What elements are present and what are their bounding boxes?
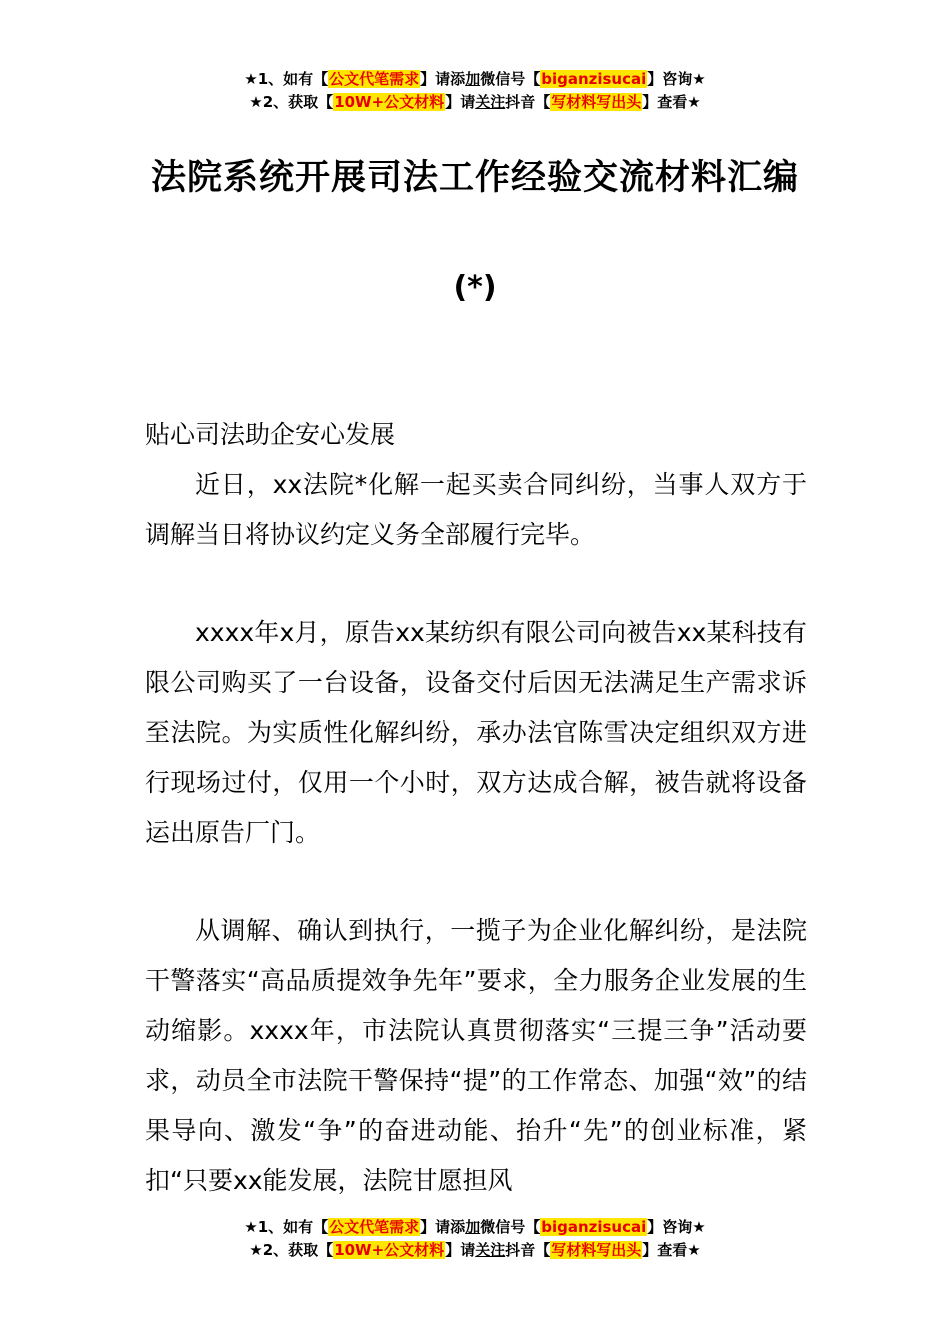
banner-text: 】请	[445, 93, 476, 111]
banner-text: 】请添	[420, 1218, 466, 1236]
banner-line-2	[0, 91, 950, 114]
document-title: 法院系统开展司法工作经验交流材料汇编	[150, 158, 799, 198]
banner-text: ★1、如有【	[244, 1218, 329, 1236]
banner-underline: 关注	[475, 93, 506, 111]
banner-underline: 关注	[475, 1241, 506, 1259]
banner-text: 】请添	[420, 70, 466, 88]
document-subtitle: (*)	[453, 270, 497, 305]
banner-underline: 加	[465, 70, 481, 88]
banner-highlight: 10W+公文材料	[334, 1241, 445, 1259]
banner-highlight: biganzisucai	[541, 70, 647, 88]
footer-banner	[0, 1216, 950, 1262]
banner-highlight: 公文代笔需求	[329, 1218, 420, 1236]
banner-highlight: 10W+公文材料	[334, 93, 445, 111]
banner-highlight: 写材料写出头	[551, 93, 642, 111]
banner-text: 微信号【	[480, 70, 541, 88]
banner-text: 】咨询★	[647, 70, 706, 88]
header-banner	[0, 68, 950, 114]
banner-line-1	[0, 1216, 950, 1239]
banner-line-1	[0, 68, 950, 91]
banner-highlight: 公文代笔需求	[329, 70, 420, 88]
banner-text: 】查看★	[642, 1241, 701, 1259]
banner-text: ★2、获取【	[249, 1241, 334, 1259]
paragraph-text: 近日，xx法院*化解一起买卖合同纠纷，当事人双方于调解当日将协议约定义务全部履行完毕。	[145, 470, 807, 549]
paragraph	[145, 460, 807, 560]
section-heading: 贴心司法助企安心发展	[145, 420, 396, 449]
banner-highlight: biganzisucai	[541, 1218, 647, 1236]
banner-text: ★2、获取【	[249, 93, 334, 111]
banner-text: 】请	[445, 1241, 476, 1259]
paragraph	[145, 906, 807, 1206]
banner-text: 】查看★	[642, 93, 701, 111]
paragraph-text: 从调解、确认到执行，一揽子为企业化解纠纷，是法院干警落实“高品质提效争先年”要求，全力服务企业发展的生动缩影。xxxx年，市法院认真贯彻落实“三提三争”活动要求，动员全市法院干警保持“提”的工作常态、加强“效”的结果导向、激发“争”的奋进动能、抬升“先”的创业标准，紧扣“只要xx能发展，法院甘愿担风	[145, 916, 807, 1195]
banner-text: ★1、如有【	[244, 70, 329, 88]
banner-text: 微信号【	[480, 1218, 541, 1236]
banner-text: 】咨询★	[647, 1218, 706, 1236]
banner-highlight: 写材料写出头	[551, 1241, 642, 1259]
banner-text: 抖音【	[505, 93, 551, 111]
banner-text: 抖音【	[505, 1241, 551, 1259]
banner-line-2	[0, 1239, 950, 1262]
paragraph-text: xxxx年x月，原告xx某纺织有限公司向被告xx某科技有限公司购买了一台设备，设备交付后因无法满足生产需求诉至法院。为实质性化解纠纷，承办法官陈雪决定组织双方进行现场过付，仅用一个小时，双方达成合解，被告就将设备运出原告厂门。	[145, 618, 807, 847]
banner-underline: 加	[465, 1218, 481, 1236]
paragraph	[145, 608, 807, 858]
